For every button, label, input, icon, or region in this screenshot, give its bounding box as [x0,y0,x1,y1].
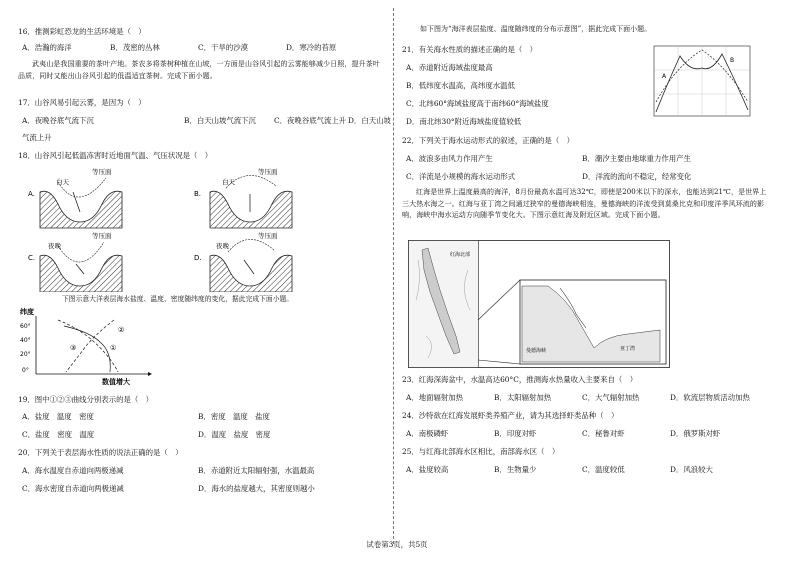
q18-night-c: 夜晚 [48,242,61,250]
chart-mark-b: B [730,57,735,64]
q22-option-b: B．潮汐主要由地球重力作用产生 [582,154,691,163]
q22-option-c: C．洋流是小规模的海水运动形式 [406,172,516,181]
q24-option-a: A．南极磷虾 [406,429,449,438]
salinity-temp-chart [646,42,764,126]
q17-option-b: B．白天山坡气流下沉 [184,116,256,125]
q25-option-c: C．温度较低 [582,465,625,474]
ocean-chart-tick-40: 40° [20,337,31,344]
q19-option-a: A．盐度 温度 密度 [22,412,94,421]
q18-isobar-b: 等压面 [258,168,278,176]
q25-option-b: B．生物量少 [494,465,537,474]
q20-option-a: A．海水温度自赤道向两极递减 [22,466,124,475]
q18-night-d: 夜晚 [216,242,229,250]
q16-option-a: A．浩瀚的海洋 [22,43,72,52]
q18-diagram-c [28,231,122,292]
q21-option-c: C．北纬60°海域盐度高于南纬60°海域盐度 [406,99,549,108]
q23-option-c: C．大气辐射加热 [582,393,640,402]
ocean-chart-tick-20: 20° [20,351,31,358]
q25-stem: 25．与红海北部海水区相比，南部海水区（ ） [402,447,560,456]
ocean-chart [18,306,158,386]
chart-mark-a: A [662,73,667,80]
ocean-chart-mark-1: ① [110,344,117,352]
q18-label-b: B. [194,190,202,198]
q17-option-c: C．夜晚谷底气流上升 [274,116,347,125]
q23-option-d: D．软流层物质活动加热 [670,393,750,402]
q18-diagram-b [194,167,292,228]
q18-isobar-a: 等压面 [92,168,112,176]
q19-option-c: C．盐度 密度 温度 [22,430,95,439]
q18-stem: 18．山谷风引起低温冻害时近地面气温、气压状况是（ ） [18,151,213,160]
q16-option-b: B．茂密的丛林 [110,43,160,52]
red-sea-map [408,240,670,368]
q19-stem: 19．图中①②③曲线分别表示的是（ ） [18,395,154,404]
q20-option-d: D．海水的盐度越大，其密度则越小 [198,484,315,493]
q19-option-d: D．温度 盐度 密度 [198,430,271,439]
q21-option-d: D．南北纬30°附近海域盐度值较低 [406,117,522,126]
q21-option-b: B．低纬度水温高，高纬度水温低 [406,81,515,90]
q23-option-b: B．太阳辐射加热 [494,393,552,402]
q21-stem: 21．有关海水性质的描述正确的是（ ） [402,45,538,54]
q16-option-c: C．干旱的沙漠 [198,43,248,52]
q24-option-b: B．印度对虾 [494,429,537,438]
page-footer: 试卷第3页，共5页 [366,540,428,549]
q18-label-c: C. [28,254,36,262]
q22-option-a: A．波浪多由风力作用产生 [406,154,493,163]
intro-wuyi: 武夷山是我国重要的茶叶产地。茶农多将茶树种植在山坡，一方面是山谷风引起的云雾能够减少日照，提升茶叶品质，同时又能出山谷风引起的低温适宜茶树。完成下面小题。 [18,60,380,80]
q25-option-d: D．风浪较大 [670,465,713,474]
ocean-chart-mark-3: ③ [70,344,77,352]
q24-option-c: C．秘鲁对虾 [582,429,625,438]
q16-stem: 16．推测彩虹恐龙的生活环境是（ ） [18,27,146,36]
intro-redsea: 红海是世界上温度最高的海洋，8月份最高水温可达32℃，即使是200米以下的深水，也能达到21℃，是世界上三大热水海之一。红海与亚丁湾之间通过狭窄的曼德海峡相连，曼德海峡的洋流受到莫桑比克和印度洋季风环流的影响，海峡中海水运动方向随季节变化大。下图示意红海及附近区域。完成下面小题。 [402,188,767,219]
q18-isobar-c: 等压面 [92,232,112,240]
q21-option-a: A．赤道附近海域盐度最高 [406,63,493,72]
q17-option-d: D．白天山坡 [348,116,391,125]
q25-option-a: A．盐度较高 [406,465,449,474]
q20-option-c: C．海水密度自赤道向两极递减 [22,484,124,493]
q18-diagram-d [194,231,292,292]
q16-option-d: D．寒冷的苔原 [286,43,337,52]
ocean-chart-ylabel: 纬度 [20,308,34,316]
intro-ocean: 下图示意大洋表层海水盐度、温度、密度随纬度的变化，据此完成下面小题。 [62,295,294,303]
intro-graph: 如下图为“海洋表层盐度、温度随纬度的分布示意图”，据此完成下面小题。 [420,25,652,33]
map-label-strait: 曼德海峡 [526,348,547,354]
column-divider [393,8,394,544]
q18-label-a: A. [28,190,35,198]
map-label-gulf: 亚丁湾 [620,346,636,352]
q24-option-d: D．俄罗斯对虾 [670,429,721,438]
ocean-chart-tick-0: 0° [22,367,29,374]
ocean-chart-tick-60: 60° [20,323,31,330]
q17-stem: 17．山谷风易引起云雾，是因为（ ） [18,98,146,107]
map-label-north: 红海北部 [450,252,471,258]
q18-label-d: D. [194,254,202,262]
q18-diagram-a [28,167,122,228]
q22-stem: 22．下列关于海水运动形式的叙述，正确的是（ ） [402,136,575,145]
q18-isobar-d: 等压面 [258,232,278,240]
q18-day-a: 白天 [56,178,69,186]
right-column [402,0,776,540]
q24-stem: 24．沙特欲在红海发展虾类养殖产业，请为其选择虾类品种（ ） [402,411,619,420]
q20-option-b: B．赤道附近太阳辐射强，水温最高 [198,466,315,475]
q19-option-b: B．密度 温度 盐度 [198,412,270,421]
q20-stem: 20．下列关于表层海水性质的说法正确的是（ ） [18,448,183,457]
q18-day-b: 白天 [222,178,235,186]
q18-diagrams [18,164,318,292]
q17-option-a: A．夜晚谷底气流下沉 [22,116,94,125]
ocean-chart-mark-2: ② [118,326,125,334]
q23-option-a: A．地面辐射加热 [406,393,464,402]
q23-stem: 23．红海深海盆中，水温高达60°C，推测海水热量收入主要来自（ ） [402,375,638,384]
q22-option-d: D．洋流的流向不稳定，经常变化 [582,172,692,181]
left-column [18,0,391,540]
ocean-chart-xlabel: 数值增大 [102,378,130,386]
ocean-chart-curve-2 [58,320,118,372]
q17-option-d-cont: 气流上升 [22,133,52,142]
